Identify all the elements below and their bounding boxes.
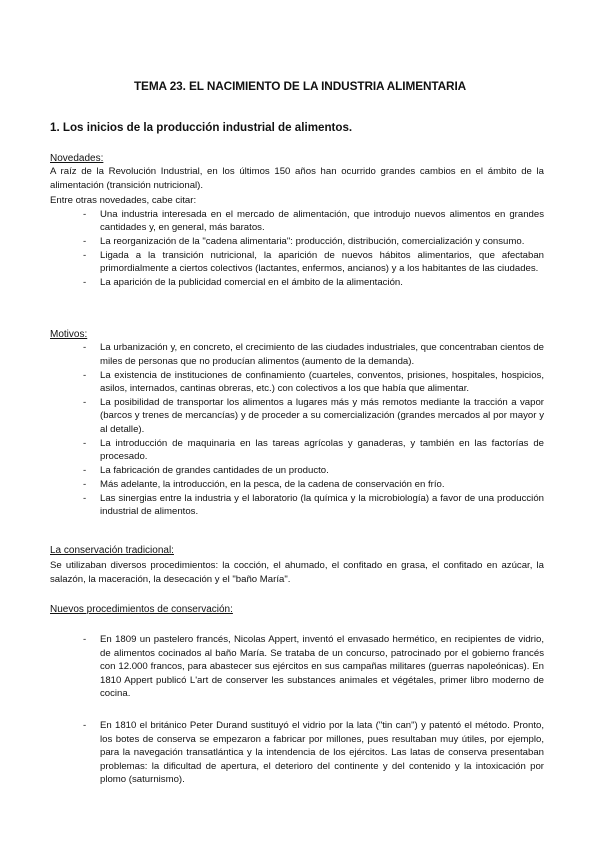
list-item: - La aparición de la publicidad comercial en el ámbito de la alimentación. — [50, 276, 544, 289]
list-item: - Más adelante, la introducción, en la pesca, de la cadena de conservación en frío. — [50, 478, 544, 491]
list-item: - En 1809 un pastelero francés, Nicolas Appert, inventó el envasado hermético, en recipientes de vidrio, de alimentos cocinados al baño María. Se trataba de un concurso, patrocinado por el gobierno francés con 12.000 francos, para abastecer sus ejércitos en sus campañas militares (guerras napoleónicas). En 1810 Appert publicó L'art de conserver les substances animales et végétales, primer libro moderno de cocina. — [50, 633, 544, 700]
novedades-section — [50, 152, 544, 290]
list-item: - Ligada a la transición nutricional, la aparición de nuevos hábitos alimentarios, que afectaban primordialmente a ciertos colectivos (lactantes, enfermos, ancianos) y a los habitantes de las ciudades. — [50, 249, 544, 276]
list-item: - La reorganización de la "cadena alimentaria": producción, distribución, comercialización y consumo. — [50, 235, 544, 248]
nuevos-section — [50, 603, 544, 805]
section-heading: 1. Los inicios de la producción industrial de alimentos. — [50, 121, 353, 134]
motivos-list — [50, 341, 544, 518]
motivos-heading: Motivos: — [50, 329, 88, 340]
list-item: - La fabricación de grandes cantidades de un producto. — [50, 464, 544, 477]
list-item: - La introducción de maquinaria en las tareas agrícolas y ganaderas, y también en las factorías de procesado. — [50, 437, 544, 464]
motivos-section — [50, 328, 544, 519]
list-item: - En 1810 el británico Peter Durand sustituyó el vidrio por la lata ("tin can") y patentó el método. Pronto, los botes de conserva se empezaron a fabricar por millones, pues resultaban muy útiles, por ejemplo, para la navegación transatlántica y la intendencia de los ejércitos. Las latas de conserva presentaban problemas: la dificultad de apertura, el deterioro del continente y del contenido y la intoxicación por plomo (saturnismo). — [50, 719, 544, 786]
list-item: - La urbanización y, en concreto, el crecimiento de las ciudades industriales, que concentraban cientos de miles de personas que no producían alimentos (aumento de la demanda). — [50, 341, 544, 368]
novedades-list — [50, 208, 544, 290]
novedades-lead: Entre otras novedades, cabe citar: — [50, 195, 197, 207]
novedades-heading: Novedades: — [50, 153, 104, 164]
tradicional-heading: La conservación tradicional: — [50, 545, 174, 556]
document-title: TEMA 23. EL NACIMIENTO DE LA INDUSTRIA ALIMENTARIA — [133, 79, 467, 93]
list-item: - La existencia de instituciones de confinamiento (cuarteles, conventos, prisiones, hospitales, hospicios, asilos, internados, cantinas obreras, etc.) con colectivos a los que había que alimentar. — [50, 369, 544, 396]
list-item: - Las sinergias entre la industria y el laboratorio (la química y la microbiología) a favor de una producción industrial de alimentos. — [50, 492, 544, 519]
tradicional-text: Se utilizaban diversos procedimientos: la cocción, el ahumado, el confitado en grasa, el confitado en azúcar, la salazón, la maceración, la desecación y el "baño María". — [50, 560, 544, 585]
novedades-intro: A raíz de la Revolución Industrial, en los últimos 150 años han ocurrido grandes cambios en el ámbito de la alimentación (transición nutricional). — [50, 166, 544, 191]
nuevos-list — [50, 633, 544, 786]
tradicional-section — [50, 544, 544, 586]
nuevos-heading: Nuevos procedimientos de conservación: — [50, 604, 233, 615]
list-item: - La posibilidad de transportar los alimentos a lugares más y más remotos mediante la tracción a vapor (barcos y trenes de mercancías) y de proceder a su comercialización (grandes mercados al por mayor y al detalle). — [50, 396, 544, 436]
list-item: - Una industria interesada en el mercado de alimentación, que introdujo nuevos alimentos en grandes cantidades y, en general, más baratos. — [50, 208, 544, 235]
